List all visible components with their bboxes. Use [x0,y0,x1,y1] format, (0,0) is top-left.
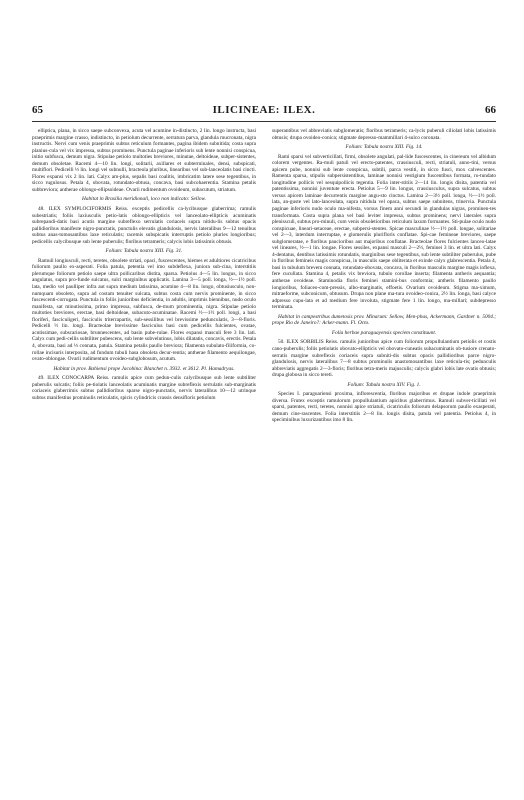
folium-reference: Folium: Tabula nostra XIII. Fig. 14. [345,144,423,151]
paragraph: elliptica, plana, in sicco saepe subconvexa, acuta vel acumine in-distincto, 2 lin. longo instructa, basi praeprimis margine crasso, indistincto, in petiolum decurrente, serratura parva, glandula mucronata, nigra instructis. Nervi cum venis praeprimis subtus reticulum formantes, pagina ibidem subnitida; costa supra planius-cula vel vix impressa, subtus prominens. Punctula paginae inferioris sub lente nonnisi conspicua, initio subfusca, demum nigra. Stipulae petiolo multoties breviores, minutae, deltoideae, subper-sistentes, demum obsoletae. Racemi 4—10 lin. longi, solitarii, axillares et subterminales, densi, subspicati, multiflori. Pedicelli ⅓ lin. longi vel subnulli, bracteola pluribus, linearibus vel sub-lanceolatis basi cincti. Flores expansi vix 2 lin. lati. Calyx am-plus, sepalis basi coalitis, imbricatim latere sese tegentibus, in sicco rugulosus. Petala 4, obovata, rotundato-obtusa, concava, basi subcohaerentia. Stamina petalis subbreviora; antherae oblongo-ellipsoideae. Ovarii rudimentum ovoideum, subacutum, striatum. [32,128,256,193]
footnote: Folia herbae paraguayensis speciem constituunt. [331,329,437,336]
folium-reference: Folium: Tabula nostra XIII. Fig. 31. [105,248,183,255]
page-number-left: 65 [32,104,43,116]
folium-reference: Folium: Tabula nostra XIV. Fig. 1. [347,381,421,388]
paragraph: Ramuli longiusculi, recti, teretes, obsolete striati, opaci, fuscescentes, hiemes et adultiores cicatricibus foliorum paullo ex-asperati. Folia patula, petentia vel imo subdeflexa, juniora sub-cina, interstitiis plerumque foliorum petiolo saepe ultra pollicaribus distita, sparsa. Petiolus 4—5 lin. longus, in sicco angulatus, supra pro-funde sulcatus, sulci marginibus applicatis. Lamina 3—5 poll. longa, ½—1½ poll. lata, medio vel paulliper infra aut supra medium latissima, acumine 4—8 lin. longo, obtusiusculo, non-numquam obsoleto, supra ad costam tenuiter sulcata, subtus costa cum nervis prominente, in sicco fuscescenti-corrugata. Punctula in foliis junioribus deficientia, in adultis, imprimis biennibus, nudo oculo manifesta, sat minutissima, primo impressa, subfusca, de-mum prominentia, nigra. Stipulae petiolo multoties breviores, erectae, basi deltoideae, subacuto-acuminatae. Racemi ½—1½ poll. longi, a basi floriferi, fasciculigeri, fasciculis triterrapartis, sub-sessilibus vel brevissime pedunculatis, 3—8-floris. Pedicelli ½ lin. longi. Bracteolae brevissime fasciculus basi cum pedicellis fulcientes, ovatae, acutissimae, subscariosae, brunnescentes, ad basin pube-rulae. Flores expansi masculi fere 3 lin. lati. Calyx cum pedi-cellis subtiliter pubescens, sub lente subvelutinus, lobis dilatatis, concavis, erectis. Petala 4, obovata, basi ad ⅓ connata, patula. Stamina petalis paullo breviora; filamenta subulato-filiformia, co-rollae incisuris interposita, ad fundum tubuli basa obsoleta decur-rentia; antherae filamento aequilongae, ovato-oblongae. Ovarii rudimentum ovoideo-subglobosum, acutum. [32,257,256,363]
paragraph: Species I. paraguariensi proxima, inflorescentia, floribus majoribus et drupae indole praeprimis diversa. Frutex exceptis ramulorum propullulantium apicibus glaberrimus. Ramuli subver-ticillati vel sparsi, patentes, recti, teretes, nonnisi apice striatuli, cicatriculis foliorum delapsorum paullo exasperati, demum cine-rascentes. Folia interstitiis 2—8 lin. longis disita, patula vel patentia. Petiolus 4, in speciminibus luxurizantibus imo 8 lin. [272,391,496,424]
species-heading-48: 48. ILEX SYMPLOCIFORMIS Reiss. exceptis pedicellis ca-lycibusque glaberrima; ramulis subestriatis; foliis laxiusculis petio-latis oblongo-ellipticis vel lanceolato-ellipticis acuminatis subrepandi-datis basi acutis margine subreflexo serrulatis coriaceis supra nitidu-lis subtus opacis pallidioribus manifeste nigro-punctatis, punctulis elevatis glandulosis, nervis lateralibus 9—12 tenuibus subtus anas-tomosantibus laxe reticulatis; racemis subspicatis interruptis petiolo pluries longioribus; pedicellis calycibusque sub lente puberulis; floribus tetrameris; calycis lobis latissimis obtusis. [32,206,256,245]
habitat-note: Habitat in prov. Bahiensi prope Jacobina: Blanchet n. 3932. et 3612. Pl. Hamadryas. [53,365,235,372]
left-column [32,128,256,748]
habitat-note: Habitat in Brasilia meridionali, loco non indicato: Sellow. [82,196,206,203]
habitat-note: Habitat in campestribus dumetosis prov. Minarum: Sellow, Men-phas, Ackermann, Gardner n. 5004.; prope Rio de Janeiro?: Acker-mann. Fl. Octo. [272,313,496,327]
page-number-right: 66 [485,104,496,116]
running-title: ILICINEAE: ILEX. [212,104,316,116]
right-column [272,128,496,748]
species-heading-50: 50. ILEX SORBILIS Reiss. ramulis junioribus apice cum foliorum propullulantium petiolis et costis cano-puberulis; foliis petiolatis obovato-ellipticis vel obovato-cuneatis subacuminatis ob-tusiore crenato-serratis margine subreflexis coriaceis supra subniti-dis subtus opacis pallidioribus parce nigro-glandulosis, nervis lateralibus 7—8 subtus prominulis anastomosantibus laxe reticula-tis; pedunculis abbreviatis aggregatis 2—3-floris; floribus tetra-meris majusculis; calycis glabri lobis late ovatis obtusis; drupa globosa in sicco tereti. [272,339,496,379]
header-rule [32,121,496,122]
paragraph: Rami sparsi vel subverticillati, firmi, obsolete angulati, pal-lide fuscescentes, in cinereum vel albidum colorem vergentes. Ra-muli patuli vel erecto-patentes, crassiusculi, recti, striatuli, anno-tini, versus apicem pube, nonnisi sub lente conspicua, subtili, parca vestiti, in sicco fusci, mox calvescentes. Ramenta sparsa, stipulis subpersistentibus, laminae nonnisi vestigium fuscentibus formata, ro-tundato longitudine pollicis vel sesquipollicis tegentia. Folia inter-stitiis 2—14 lin. longis disita, patentia vel patentissima, nonnisi juventute erecta. Petiolus 5—9 lin. longus, crassiusculus, supra sulcatus, subtus versus apicem laminae decurrentis margine angu-sto cinctus. Lamina 2—3½ poll. longa, ½—1½ poll. lata, an-guste vel lato-lanceolata, supra nitidula vel opaca, subtus saepe subnitens, trinervia. Punctula paginae inferioris nudo oculo ma-nifesta, vorsus finem anni secundi in glandulas nigras, prominen-tes transformata. Costa supra plana vel basi leviter impressa, subtus prominens; nervi laterales supra plenissculi, subtus pro-minuli, cum venis obsoletioribus reticulum laxum formantes. Sti-pulae oculo nudo conspicuae, lineari-setaceae, erectae, subpersi-stentes. Spicae masculinae ½—1½ poll. longae, solitariae vel 2—3, interdum interruptae, e glomerulis plurifloris conflatae. Spi-cae femineae breviores, saepe subglomeratae, e floribus paucioribus aut majoribus conflatae. Bracteolae flores fulcientes lanceo-latae vel lineares, ½—1 lin. longae. Flores sessiles, expansi masculi 2—2½, feminei 3 lin. et ultra lati. Calyx 4-dentatus, dentibus latissimis rotundatis, marginibus sese tegentibus, sub lente subtiliter puberulus, pube in floribus femineis magis conspicua, in masculis saepe obliterata et exinde calyx glabrescentia. Petala 4, basi in tubulum brevem connata, rotundato-obovata, concava, in floribus masculis margine magis inflexa, fere cucullata. Stamina 4, petalis vix breviora, tubulo corollae inserta; filamenta antheris aequantia; antherae ovoideae. Staminodia floris feminei stamini-bus conformia; antheris filamento paullo longioribus, foliaceo-com-pressis, albo-marginatis, effoetis. Ovarium ovoideum. Stigma ma-ximum, mitraeforme, subconicum, obtusum. Drupa non plane ma-tura ovoideo-conica, 2½ lin. longa, basi calyce adpresso cupu-lata et ad medium fere involuta, stigmate fere 1 lin. longo, ma-millari; subdepresso terminata. [272,153,496,311]
page-header [32,104,496,120]
paragraph: superantibus vel abbreviatis subglomeratis; floribus tetrameris; ca-lycis puberuli ciliolati lobis latissimis obtusis; drupa ovoideo-conica; stigmate depresso-mammillari 4-sulco coronata. [272,128,496,141]
species-heading-49: 49. ILEX CONOCARPA Reiss. ramulis apice cum pedun-culis calycibusque sub lente subtiliter puberulis sulcatis; foliis pe-tiolatis lanceolatis acuminatis margine subreflexis serrulatis sub-marginatis coriaceis glaberrimis subtus pallidioribus sparse nigro-punctatis, nervis lateralibus 10—12 utrinque subtus manifestius prominulis reticulatis, spicis cylindricis crassis densifloris petiolum [32,375,256,401]
